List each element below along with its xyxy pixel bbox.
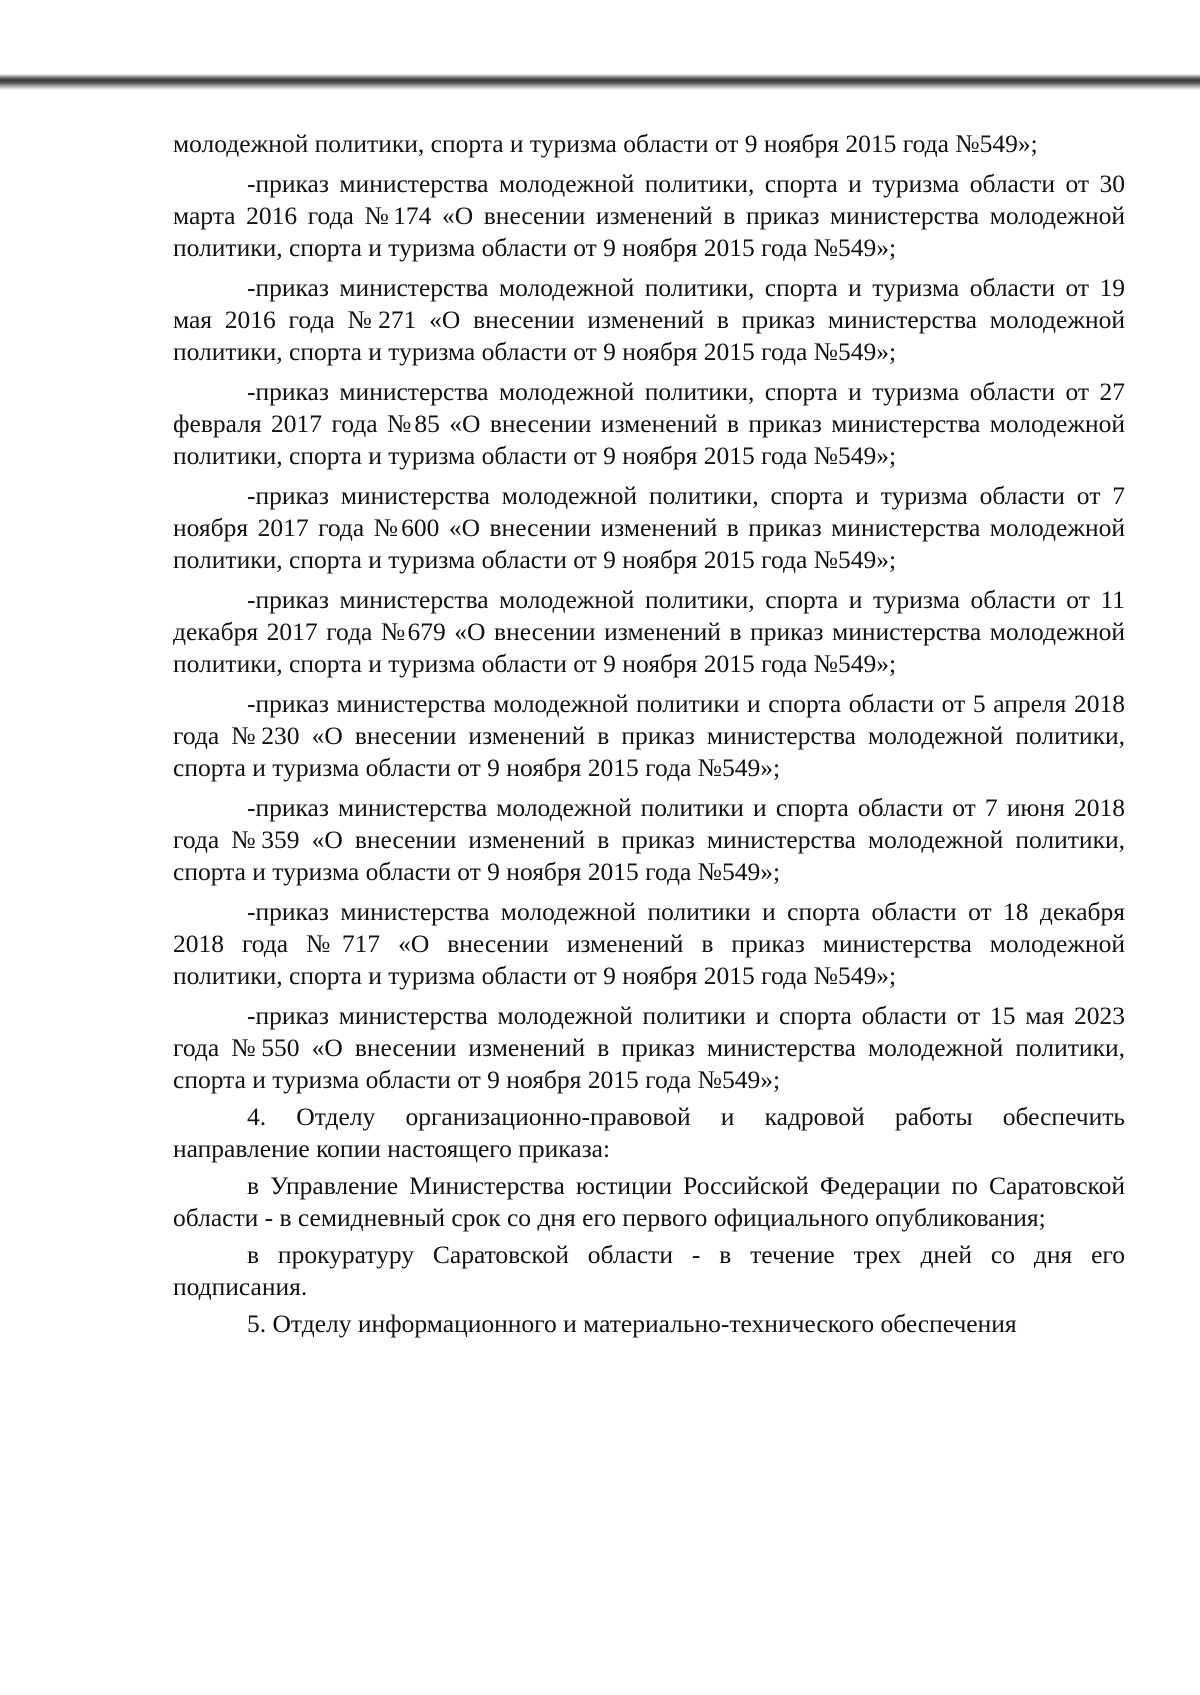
paragraph-order-2017-679: -приказ министерства молодежной политики, спорта и туризма области от 11 декабря 2017 года №679 «О внесении изменений в приказ министерства молодежной политики, спорта и туризма области от 9 ноября 2015 года №549»; <box>173 585 1125 678</box>
paragraph-item-5: 5. Отделу информационного и материально-технического обеспечения <box>247 1309 1017 1338</box>
paragraph-order-2017-600: -приказ министерства молодежной политики, спорта и туризма области от 7 ноября 2017 года №600 «О внесении изменений в приказ министерства молодежной политики, спорта и туризма области от 9 ноября 2015 года №549»; <box>173 481 1125 574</box>
document-body <box>173 128 1125 1345</box>
scan-top-edge <box>0 74 1200 90</box>
paragraph-order-2018-359: -приказ министерства молодежной политики и спорта области от 7 июня 2018 года №359 «О внесении изменений в приказ министерства молодежной политики, спорта и туризма области от 9 ноября 2015 года №549»; <box>173 793 1125 886</box>
paragraph-order-2016-271: -приказ министерства молодежной политики, спорта и туризма области от 19 мая 2016 года №271 «О внесении изменений в приказ министерства молодежной политики, спорта и туризма области от 9 ноября 2015 года №549»; <box>173 273 1125 366</box>
paragraph-justice-ministry: в Управление Министерства юстиции Российской Федерации по Саратовской области - в семидневный срок со дня его первого официального опубликования; <box>173 1171 1125 1232</box>
paragraph-item-4: 4. Отделу организационно-правовой и кадровой работы обеспечить направление копии настоящего приказа: <box>173 1102 1125 1163</box>
paragraph-order-2018-717: -приказ министерства молодежной политики и спорта области от 18 декабря 2018 года №717 «О внесении изменений в приказ министерства молодежной политики, спорта и туризма области от 9 ноября 2015 года №549»; <box>173 897 1125 990</box>
paragraph-order-2016-174: -приказ министерства молодежной политики, спорта и туризма области от 30 марта 2016 года №174 «О внесении изменений в приказ министерства молодежной политики, спорта и туризма области от 9 ноября 2015 года №549»; <box>173 169 1125 262</box>
paragraph-order-2017-85: -приказ министерства молодежной политики, спорта и туризма области от 27 февраля 2017 года №85 «О внесении изменений в приказ министерства молодежной политики, спорта и туризма области от 9 ноября 2015 года №549»; <box>173 377 1125 470</box>
paragraph-prosecutor: в прокуратуру Саратовской области - в течение трех дней со дня его подписания. <box>173 1240 1125 1301</box>
paragraph-continuation: молодежной политики, спорта и туризма области от 9 ноября 2015 года №549»; <box>173 129 1038 158</box>
paragraph-order-2018-230: -приказ министерства молодежной политики и спорта области от 5 апреля 2018 года №230 «О внесении изменений в приказ министерства молодежной политики, спорта и туризма области от 9 ноября 2015 года №549»; <box>173 689 1125 782</box>
paragraph-order-2023-550: -приказ министерства молодежной политики и спорта области от 15 мая 2023 года №550 «О внесении изменений в приказ министерства молодежной политики, спорта и туризма области от 9 ноября 2015 года №549»; <box>173 1001 1125 1094</box>
